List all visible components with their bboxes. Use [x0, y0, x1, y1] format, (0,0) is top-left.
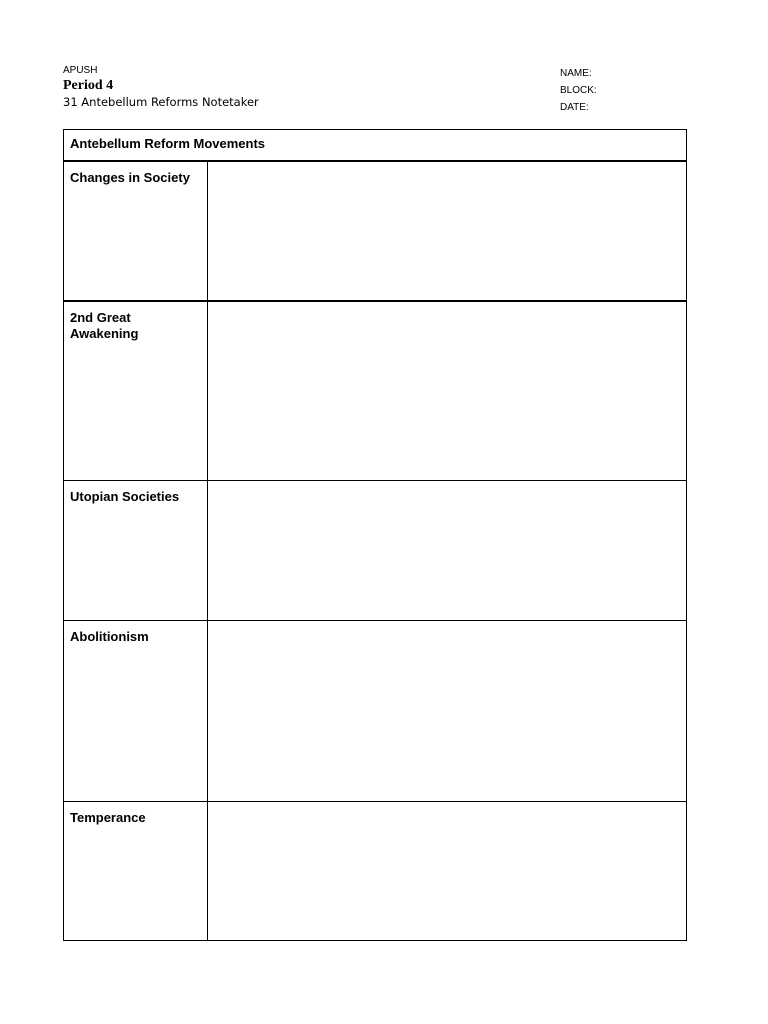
table-row	[64, 802, 687, 941]
period-label: Period 4	[63, 78, 114, 93]
topic-label: Temperance	[64, 802, 208, 941]
name-field-label: NAME:	[560, 68, 592, 79]
table-row	[64, 161, 687, 301]
table-title: Antebellum Reform Movements	[64, 130, 687, 161]
topic-label: Abolitionism	[64, 621, 208, 802]
notes-area[interactable]	[208, 481, 687, 621]
table-row	[64, 621, 687, 802]
notes-area[interactable]	[208, 621, 687, 802]
topic-label: Changes in Society	[64, 161, 208, 301]
notetaker-table	[63, 129, 687, 941]
notes-area[interactable]	[208, 161, 687, 301]
notes-area[interactable]	[208, 802, 687, 941]
table-row	[64, 301, 687, 481]
topic-label: Utopian Societies	[64, 481, 208, 621]
date-field-label: DATE:	[560, 102, 589, 113]
notes-area[interactable]	[208, 301, 687, 481]
course-label: APUSH	[63, 65, 98, 76]
table-row	[64, 481, 687, 621]
student-info-fields	[560, 65, 597, 116]
document-header	[63, 65, 259, 111]
topic-label: 2nd Great Awakening	[64, 301, 208, 481]
block-field-label: BLOCK:	[560, 85, 597, 96]
document-title: 31 Antebellum Reforms Notetaker	[63, 95, 259, 109]
